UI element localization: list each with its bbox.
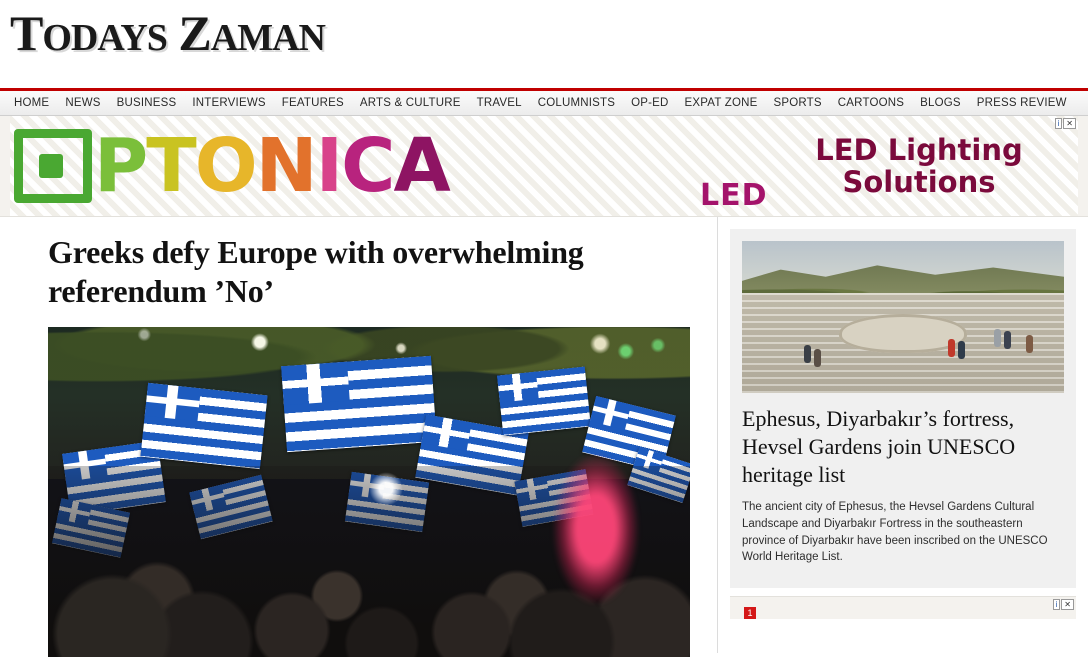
nav-item-home[interactable]: HOME — [14, 97, 50, 109]
ad-brand-sub: LED — [700, 178, 768, 213]
ad-brand-logo-icon — [14, 129, 92, 203]
nav-item-cartoons[interactable]: CARTOONS — [837, 97, 905, 109]
sidebar-story-title[interactable]: Ephesus, Diyarbakır’s fortress, Hevsel Gardens join UNESCO heritage list — [742, 406, 1016, 488]
ad-choices-controls[interactable] — [1055, 118, 1076, 129]
ad-brand-letter-o: O — [194, 123, 256, 209]
nav-item-sports[interactable]: SPORTS — [773, 97, 822, 109]
logo-text-aman: AMAN — [210, 17, 325, 59]
greek-flag — [497, 367, 591, 436]
ad-brand-letter-i: I — [315, 123, 342, 209]
person-figure — [1026, 335, 1033, 353]
nav-item-arts-culture[interactable]: ARTS & CULTURE — [359, 97, 461, 109]
nav-item-op-ed[interactable]: OP-ED — [631, 97, 669, 109]
page-title[interactable]: Greeks defy Europe with overwhelming referendum ’No’ — [48, 234, 584, 310]
sidebar-ad-choices-controls[interactable] — [1053, 599, 1074, 610]
close-icon[interactable]: ✕ — [1061, 599, 1074, 610]
nav-item-features[interactable]: FEATURES — [281, 97, 344, 109]
nav-item-columnists[interactable]: COLUMNISTS — [537, 97, 616, 109]
greek-flag — [281, 356, 437, 452]
ad-headline-line2: Solutions — [842, 165, 996, 200]
ad-brand-wordmark — [14, 122, 449, 210]
nav-item-travel[interactable]: TRAVEL — [476, 97, 522, 109]
ad-brand-letter-t: T — [146, 123, 195, 209]
logo-text-z: Z — [178, 5, 211, 61]
person-figure — [814, 349, 821, 367]
lead-story-image[interactable] — [48, 327, 690, 657]
main-navigation — [0, 91, 1088, 116]
nav-item-business[interactable]: BUSINESS — [116, 97, 177, 109]
sidebar-ad[interactable] — [730, 596, 1076, 619]
site-masthead — [0, 0, 1088, 91]
adchoices-icon[interactable]: i — [1053, 599, 1061, 610]
nav-item-interviews[interactable]: INTERVIEWS — [192, 97, 266, 109]
nav-item-news[interactable]: NEWS — [65, 97, 101, 109]
nav-item-expat-zone[interactable]: EXPAT ZONE — [684, 97, 758, 109]
person-figure — [1004, 331, 1011, 349]
ad-headline — [784, 134, 1054, 199]
person-figure — [958, 341, 965, 359]
page-content — [0, 217, 1088, 653]
sidebar-featured-story[interactable] — [730, 229, 1076, 588]
ad-headline-line1: LED Lighting — [815, 133, 1023, 167]
site-logo[interactable] — [10, 5, 325, 61]
ad-brand-letter-n: N — [255, 123, 316, 209]
ad-brand-letter-a: A — [393, 123, 449, 209]
ad-brand-letter-p: P — [94, 123, 147, 209]
ad-brand-letter-c: C — [341, 123, 394, 209]
sidebar-story-summary: The ancient city of Ephesus, the Hevsel Gardens Cultural Landscape and Diyarbakır Fortress in the southeastern province of Diyarbakır have been inscribed on the UNESCO World Heritage List. — [742, 501, 1048, 564]
sidebar-ad-badge: 1 — [744, 607, 756, 619]
main-column — [0, 217, 718, 653]
image-white-light-flare — [369, 472, 403, 506]
leaderboard-ad-creative[interactable] — [10, 116, 1078, 216]
logo-text-t: T — [10, 5, 43, 61]
greek-flag — [140, 383, 267, 469]
logo-text-odays: ODAYS — [42, 17, 167, 59]
person-figure — [994, 329, 1001, 347]
nav-item-press-review[interactable]: PRESS REVIEW — [976, 97, 1067, 109]
person-figure — [804, 345, 811, 363]
close-icon[interactable]: ✕ — [1063, 118, 1076, 129]
image-pink-light-flare — [553, 454, 639, 604]
leaderboard-ad[interactable] — [0, 116, 1088, 217]
sidebar-story-image[interactable] — [742, 241, 1064, 393]
sidebar-column — [718, 217, 1088, 653]
nav-item-blogs[interactable]: BLOGS — [920, 97, 961, 109]
person-figure — [948, 339, 955, 357]
adchoices-icon[interactable]: i — [1055, 118, 1063, 129]
